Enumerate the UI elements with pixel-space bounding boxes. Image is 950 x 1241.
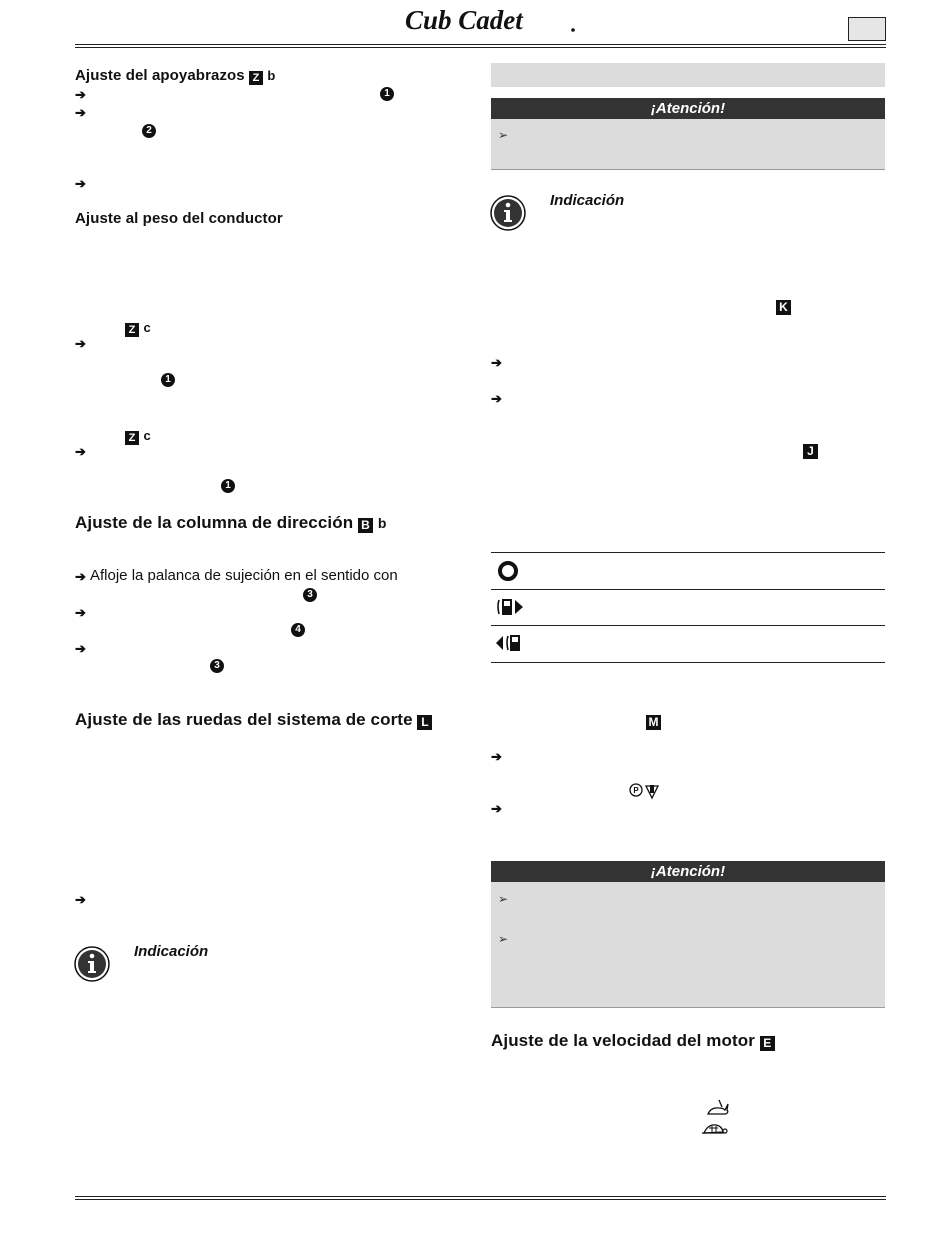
- table-rule: [491, 552, 885, 553]
- cub-cadet-logo: [403, 5, 583, 37]
- armrest-title: Ajuste del apoyabrazos Z b: [75, 67, 276, 84]
- indication-label: Indicación: [134, 943, 209, 960]
- wheels-title: Ajuste de las ruedas del sistema de corte L: [75, 710, 432, 730]
- language-tab: [848, 17, 886, 41]
- footer-rule: [75, 1196, 886, 1197]
- footer-rule-2: [75, 1199, 886, 1200]
- steering-step-1: Afloje la palanca de sujeción en el sentido con: [90, 567, 398, 584]
- step-arrow: ➔: [75, 176, 86, 191]
- step-arrow: ➔: [75, 105, 86, 120]
- section-heading-bar: [491, 63, 885, 87]
- marker-2: 2: [142, 124, 156, 138]
- step-arrow: ➔: [75, 605, 86, 620]
- circle-icon: [497, 560, 519, 582]
- header-rule-2: [75, 47, 886, 48]
- fuel-back-icon: [494, 632, 524, 654]
- fig-ref-zc: Z c: [125, 427, 151, 445]
- marker-1: 1: [221, 479, 235, 493]
- table-rule: [491, 589, 885, 590]
- step-arrow: ➔: [75, 641, 86, 656]
- step-arrow: ➔: [491, 391, 502, 406]
- fig-ref-j: J: [803, 444, 818, 459]
- step-arrow: ➔: [491, 355, 502, 370]
- table-rule: [491, 625, 885, 626]
- step-arrow: ➔: [75, 336, 86, 351]
- rabbit-icon: [705, 1098, 731, 1118]
- parking-brake-icon: [628, 782, 662, 802]
- step-arrow: ➔: [75, 87, 86, 102]
- step-arrow: ➔: [491, 749, 502, 764]
- marker-1: 1: [380, 87, 394, 101]
- step-arrow: ➔: [491, 801, 502, 816]
- fuel-forward-icon: [496, 596, 526, 618]
- attention-header: ¡Atención!: [491, 98, 885, 119]
- header-rule: [75, 44, 886, 45]
- step-arrow: ➔: [75, 892, 86, 907]
- marker-1: 1: [161, 373, 175, 387]
- fig-ref-k: K: [776, 300, 791, 315]
- bullet: ➢: [498, 892, 509, 906]
- step-arrow: ➔: [75, 569, 86, 584]
- info-icon: [490, 195, 526, 231]
- turtle-icon: [700, 1121, 728, 1137]
- fig-ref-m: M: [646, 715, 661, 730]
- indication-label: Indicación: [550, 192, 625, 209]
- engine-speed-title: Ajuste de la velocidad del motor E: [491, 1031, 775, 1051]
- bullet: ➢: [498, 128, 509, 142]
- table-rule: [491, 662, 885, 663]
- step-arrow: ➔: [75, 444, 86, 459]
- fig-ref-zc: Z c: [125, 319, 151, 337]
- svg-text:P: P: [633, 786, 639, 795]
- steering-title: Ajuste de la columna de dirección B b: [75, 513, 387, 532]
- info-icon: [74, 946, 110, 982]
- attention-box: [491, 882, 885, 1008]
- marker-3: 3: [303, 588, 317, 602]
- marker-3: 3: [210, 659, 224, 673]
- attention-header: ¡Atención!: [491, 861, 885, 882]
- svg-text:Cub Cadet: Cub Cadet: [405, 5, 523, 35]
- attention-box: [491, 119, 885, 170]
- weight-title: Ajuste al peso del conductor: [75, 210, 283, 227]
- marker-4: 4: [291, 623, 305, 637]
- bullet: ➢: [498, 932, 509, 946]
